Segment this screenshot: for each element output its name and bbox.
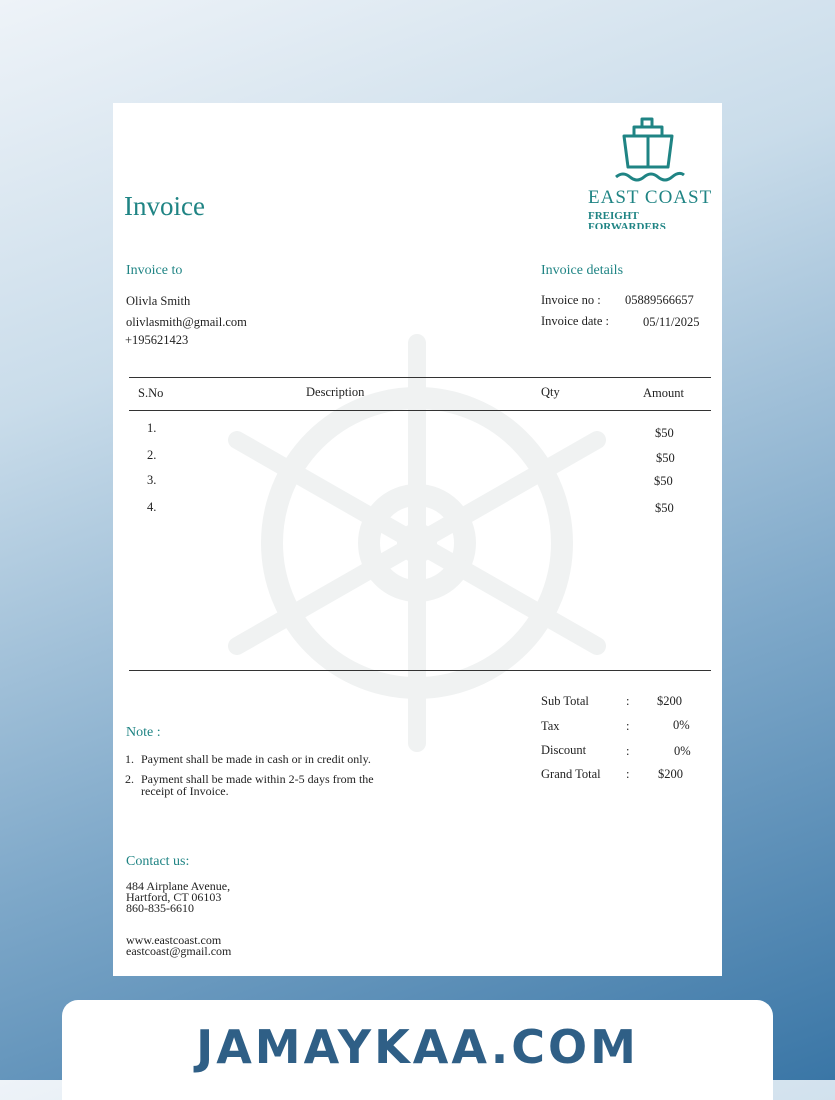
ship-icon bbox=[610, 115, 686, 185]
contact-heading: Contact us: bbox=[126, 854, 190, 869]
row-amount: $50 bbox=[655, 501, 674, 515]
contact-website: www.eastcoast.com bbox=[126, 933, 222, 947]
customer-email: olivlasmith@gmail.com bbox=[126, 315, 247, 329]
company-name: EAST COAST bbox=[588, 187, 713, 208]
contact-address-line1: 484 Airplane Avenue, bbox=[126, 879, 231, 893]
row-sno: 1. bbox=[147, 421, 157, 435]
row-amount: $50 bbox=[656, 451, 675, 465]
note-text: Payment shall be made in cash or in credit only. bbox=[141, 752, 371, 766]
grand-total-label: Grand Total bbox=[541, 767, 601, 781]
note-list bbox=[125, 753, 395, 805]
row-amount: $50 bbox=[655, 426, 674, 440]
table-header-rule bbox=[129, 410, 711, 411]
invoice-number: 05889566657 bbox=[625, 293, 694, 307]
table-top-rule bbox=[129, 377, 711, 378]
customer-name: Olivla Smith bbox=[126, 294, 191, 308]
contact-phone: 860-835-6610 bbox=[126, 901, 194, 915]
discount-separator: : bbox=[626, 744, 630, 758]
discount-label: Discount bbox=[541, 743, 587, 757]
grand-total-separator: : bbox=[626, 767, 630, 781]
contact-email: eastcoast@gmail.com bbox=[126, 944, 232, 958]
note-number: 2. bbox=[125, 772, 134, 786]
invoice-date: 05/11/2025 bbox=[643, 315, 700, 329]
subtotal-value: $200 bbox=[657, 694, 682, 708]
grand-total-value: $200 bbox=[658, 767, 683, 781]
invoice-page bbox=[113, 103, 722, 976]
row-amount: $50 bbox=[654, 474, 673, 488]
header-description: Description bbox=[306, 385, 365, 399]
watermark-banner bbox=[62, 1000, 773, 1100]
subtotal-label: Sub Total bbox=[541, 694, 589, 708]
header-amount: Amount bbox=[643, 386, 684, 400]
company-subtitle: FREIGHT FORWARDERS bbox=[588, 211, 666, 229]
note-text: Payment shall be made within 2-5 days from the receipt of Invoice. bbox=[141, 772, 374, 798]
header-qty: Qty bbox=[541, 385, 560, 399]
list-item bbox=[125, 773, 395, 797]
invoice-date-label: Invoice date : bbox=[541, 314, 610, 328]
tax-value: 0% bbox=[673, 718, 690, 732]
customer-phone: +195621423 bbox=[125, 333, 189, 347]
note-heading: Note : bbox=[126, 725, 161, 740]
bill-to-heading: Invoice to bbox=[126, 263, 183, 278]
subtotal-separator: : bbox=[626, 694, 630, 708]
invoice-title: Invoice bbox=[124, 191, 205, 221]
tax-label: Tax bbox=[541, 719, 560, 733]
row-sno: 2. bbox=[147, 448, 157, 462]
row-sno: 4. bbox=[147, 500, 157, 514]
table-bottom-rule bbox=[129, 670, 711, 671]
tax-separator: : bbox=[626, 719, 630, 733]
contact-address-line2: Hartford, CT 06103 bbox=[126, 890, 222, 904]
discount-value: 0% bbox=[674, 744, 691, 758]
list-item bbox=[125, 753, 395, 765]
header-sno: S.No bbox=[138, 386, 164, 400]
invoice-number-label: Invoice no : bbox=[541, 293, 601, 307]
banner-text: JAMAYKAA.COM bbox=[196, 1020, 639, 1074]
details-heading: Invoice details bbox=[541, 263, 624, 278]
note-number: 1. bbox=[125, 752, 134, 766]
row-sno: 3. bbox=[147, 473, 157, 487]
